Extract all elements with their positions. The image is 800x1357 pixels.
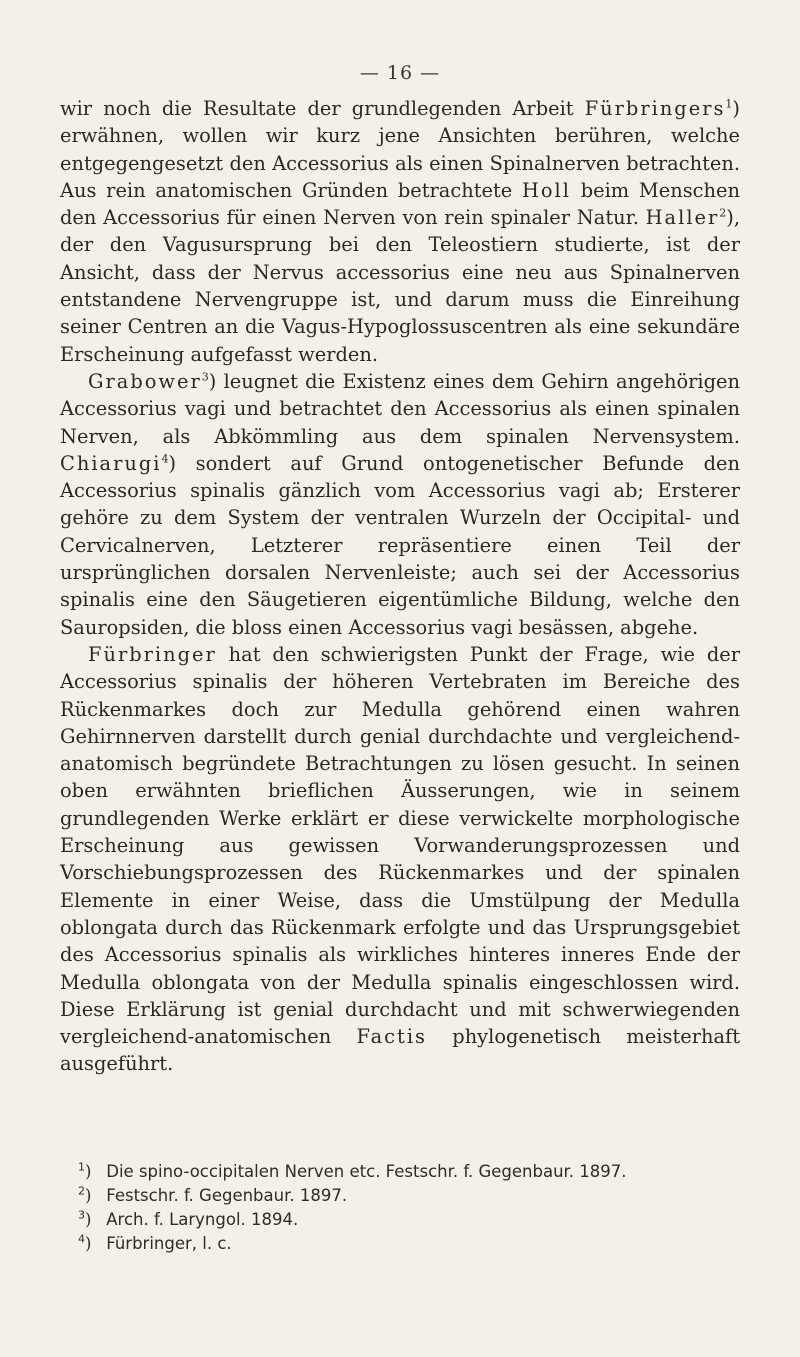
footnote-ref-3: 3 — [201, 370, 209, 384]
text-run: ), der den Vagusursprung bei den Teleostiern studierte, ist der Ansicht, dass der Nervus accessorius eine neu aus Spinalnerven entstandene Nervengruppe ist, und darum muss die Einreihung seiner Centren an die Vagus-Hypoglossuscentren als eine sekundäre Erscheinung aufgefasst werden. — [60, 206, 740, 366]
page-number: — 16 — — [359, 62, 441, 84]
text-run: beim Menschen den Accessorius für einen Nerven von rein spinaler Natur. — [60, 178, 740, 230]
author-name-chiarugi: Chiarugi — [60, 451, 162, 475]
footnote-number: 1 — [78, 1160, 85, 1174]
footnote-number: 2 — [78, 1184, 85, 1198]
footnotes — [78, 1160, 738, 1256]
author-name-haller: Haller — [645, 206, 720, 230]
author-name-fuerbringer: Fürbringers — [584, 97, 726, 120]
footnote-3: $^3$) Arch. f. Laryngol. 1894. — [78, 1208, 299, 1229]
footnote-number: 3 — [78, 1208, 85, 1222]
footnote-ref-1: 1 — [725, 97, 733, 111]
text-run: ) sondert auf Grund ontogenetischer Befunde den Accessorius spinalis gänzlich vom Accessorius vagi ab; Ersterer gehöre zu dem System der ventralen Wurzeln der Occipital- und Cervicalnerven, Letzterer repräsentiere einen Teil der ursprünglichen dorsalen Nervenleiste; auch sei der Accessorius spinalis eine den Säugetieren eigentümliche Bildung, welche den Sauropsiden, die bloss einen Accessorius vagi besässen, abgehe. — [60, 451, 740, 639]
text-run: ) erwähnen, wollen wir kurz jene Ansichten berühren, welche entgegengesetzt den Accessorius als einen Spinalnerven betrachten. Aus rein anatomischen Gründen betrachtete — [60, 97, 740, 202]
footnote-2: $^2$) Festschr. f. Gegenbaur. 1897. — [78, 1184, 348, 1205]
paragraph-1 — [60, 95, 740, 368]
paragraph-3 — [60, 641, 740, 1078]
term-factis: Factis — [356, 1025, 427, 1049]
footnote-text: Festschr. f. Gegenbaur. 1897. — [106, 1186, 348, 1205]
footnote-text: Arch. f. Laryngol. 1894. — [106, 1210, 299, 1229]
author-name-fuerbringer: Fürbringer — [88, 642, 217, 666]
footnote-text: Fürbringer, l. c. — [106, 1234, 232, 1253]
paragraph-2 — [60, 368, 740, 641]
footnote-1: $^1$) Die spino-occipitalen Nerven etc. Festschr. f. Gegenbaur. 1897. — [78, 1160, 627, 1181]
body-text — [60, 95, 740, 1078]
footnote-4: $^4$) Fürbringer, l. c. — [78, 1232, 232, 1253]
text-run: ) leugnet die Existenz eines dem Gehirn angehörigen Accessorius vagi und betrachtet den Accessorius als einen spinalen Nerven, als Abkömmling aus dem spinalen Nervensystem. — [60, 369, 740, 448]
text-run: wir noch die Resultate der grundlegenden Arbeit — [60, 97, 585, 120]
footnote-number: 4 — [78, 1232, 85, 1246]
text-run: phylogenetisch meisterhaft ausgeführt. — [60, 1025, 741, 1076]
footnote-ref-4: 4 — [161, 452, 169, 466]
text-run: hat den schwierigsten Punkt der Frage, wie der Accessorius spinalis der höheren Vertebraten im Bereiche des Rückenmarkes doch zur Medulla gehörend einen wahren Gehirnnerven darstellt durch genial durchdachte und vergleichend-anatomisch begründete Betrachtungen zu lösen gesucht. In seinen oben erwähnten brieflichen Äusserungen, wie in seinem grundlegenden Werke erklärt er diese verwickelte morphologische Erscheinung aus gewissen Vorwanderungsprozessen und Vorschiebungsprozessen des Rückenmarkes und der spinalen Elemente in einer Weise, dass die Umstülpung der Medulla oblongata durch das Rückenmark erfolgte und das Ursprungsgebiet des Accessorius spinalis als wirkliches hinteres inneres Ende der Medulla oblongata von der Medulla spinalis eingeschlossen wird. Diese Erklärung ist genial durchdacht und mit schwerwiegenden vergleichend-anatomischen — [60, 642, 740, 1049]
author-name-holl: Holl — [521, 178, 571, 202]
author-name-grabower: Grabower — [88, 369, 202, 393]
footnote-ref-2: 2 — [719, 206, 727, 220]
footnote-text: Die spino-occipitalen Nerven etc. Festschr. f. Gegenbaur. 1897. — [106, 1162, 627, 1181]
